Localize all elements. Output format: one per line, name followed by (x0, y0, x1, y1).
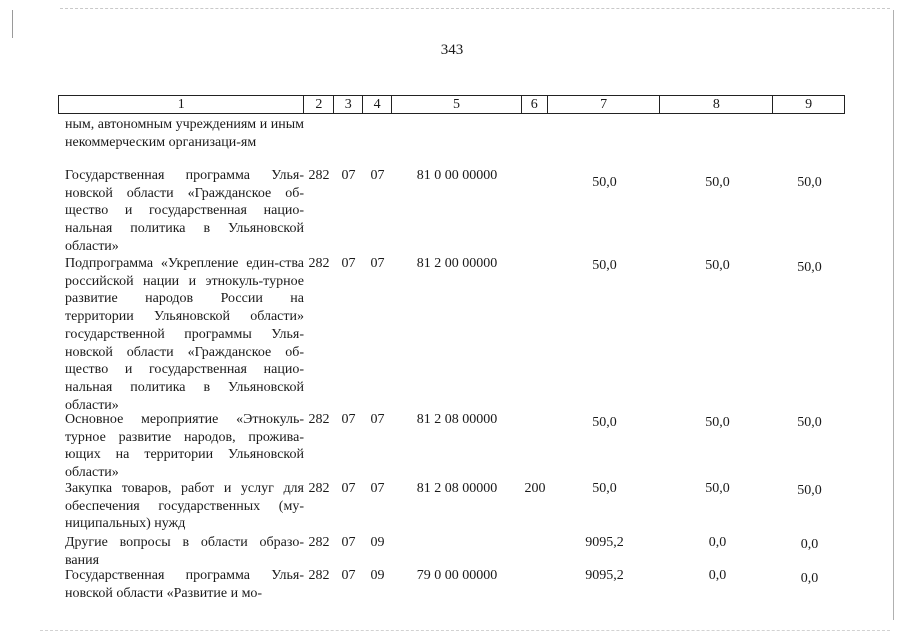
row-expense-type (522, 167, 548, 256)
header-col-2: 2 (304, 96, 334, 113)
scan-edge-bottom (40, 630, 890, 631)
row-expense-type (522, 411, 548, 482)
row-amount-3: 50,0 (797, 415, 822, 430)
header-col-7: 7 (548, 96, 661, 113)
row-target-code: 79 0 00 00000 (416, 568, 498, 583)
row-amount-1: 50,0 (592, 415, 617, 430)
row-amount-2: 50,0 (705, 175, 730, 190)
row-name: Государственная программа Улья-новской области «Гражданское об-щество и государственная нацио-нальная политика в Ульяновской области» (65, 168, 304, 254)
row-target-code: 81 2 08 00000 (416, 481, 498, 496)
row-section: 07 (341, 168, 356, 183)
row-section: 07 (341, 535, 356, 550)
header-col-6: 6 (522, 96, 548, 113)
row-name: ным, автономным учреждениям и иным некоммерческим организаци-ям (65, 117, 304, 150)
scan-edge-left (12, 10, 13, 38)
row-amount-2: 50,0 (705, 415, 730, 430)
row-expense-type (522, 534, 548, 569)
row-amount-2: 0,0 (708, 568, 727, 583)
row-section: 07 (341, 412, 356, 427)
row-amount-2: 50,0 (705, 481, 730, 496)
table-row (58, 480, 845, 533)
row-amount-2 (661, 116, 774, 151)
row-amount-1 (548, 116, 661, 151)
row-amount-3: 50,0 (797, 483, 822, 498)
table-row (58, 567, 845, 602)
row-expense-type (522, 116, 548, 151)
row-amount-2: 0,0 (708, 535, 727, 550)
row-subsection: 07 (370, 481, 385, 496)
header-col-9: 9 (805, 97, 813, 112)
row-target-code (392, 116, 522, 151)
row-amount-1: 50,0 (592, 481, 617, 496)
row-amount-3: 0,0 (800, 571, 819, 586)
header-col-4: 4 (363, 96, 392, 113)
row-section: 07 (341, 568, 356, 583)
row-admin-code: 282 (308, 535, 330, 550)
row-amount-3 (774, 116, 845, 151)
row-amount-3: 50,0 (797, 260, 822, 275)
row-name: Другие вопросы в области образо-вания (65, 535, 304, 568)
scan-edge-right (893, 10, 894, 620)
header-col-8: 8 (660, 96, 773, 113)
row-target-code (392, 534, 522, 569)
header-col-5: 5 (392, 96, 522, 113)
table-row (58, 167, 845, 256)
scan-edge-top (60, 8, 890, 9)
row-subsection (363, 116, 392, 151)
row-target-code: 81 0 00 00000 (416, 168, 498, 183)
row-target-code: 81 2 00 00000 (416, 256, 498, 271)
header-col-3: 3 (334, 96, 363, 113)
row-expense-type: 200 (524, 481, 546, 496)
table-row (58, 411, 845, 482)
row-subsection: 09 (370, 568, 385, 583)
page-number: 343 (440, 42, 464, 58)
row-admin-code: 282 (308, 568, 330, 583)
row-subsection: 07 (370, 412, 385, 427)
row-name: Закупка товаров, работ и услуг для обеспечения государственных (му-ниципальных) нужд (65, 481, 304, 532)
row-target-code: 81 2 08 00000 (416, 412, 498, 427)
row-name: Подпрограмма «Укрепление един-ства российской нации и этнокуль-турное развитие народов России на территории Ульяновской области» государственной программы Улья-новской области «Гражданское об-щество и государственная нацио-нальная политика в Ульяновской области» (65, 256, 304, 413)
row-admin-code: 282 (308, 481, 330, 496)
row-name: Государственная программа Улья-новской области «Развитие и мо- (65, 568, 304, 601)
row-subsection: 09 (370, 535, 385, 550)
row-expense-type (522, 255, 548, 414)
row-subsection: 07 (370, 168, 385, 183)
row-admin-code: 282 (308, 412, 330, 427)
row-section: 07 (341, 256, 356, 271)
row-section: 07 (341, 481, 356, 496)
row-amount-1: 9095,2 (585, 535, 624, 550)
table-row (58, 534, 845, 569)
table-row (58, 116, 845, 151)
row-amount-1: 50,0 (592, 258, 617, 273)
table-row (58, 255, 845, 414)
table-header (58, 95, 845, 114)
row-admin-code: 282 (308, 256, 330, 271)
row-subsection: 07 (370, 256, 385, 271)
row-section (334, 116, 363, 151)
row-amount-3: 0,0 (800, 537, 819, 552)
row-admin-code (304, 116, 334, 151)
row-name: Основное мероприятие «Этнокуль-турное развитие народов, прожива-ющих на территории Ульяновской области» (65, 412, 304, 481)
row-amount-3: 50,0 (797, 175, 822, 190)
row-amount-1: 9095,2 (585, 568, 624, 583)
row-amount-2: 50,0 (705, 258, 730, 273)
row-amount-1: 50,0 (592, 175, 617, 190)
header-col-1: 1 (59, 96, 304, 113)
row-admin-code: 282 (308, 168, 330, 183)
row-expense-type (522, 567, 548, 602)
